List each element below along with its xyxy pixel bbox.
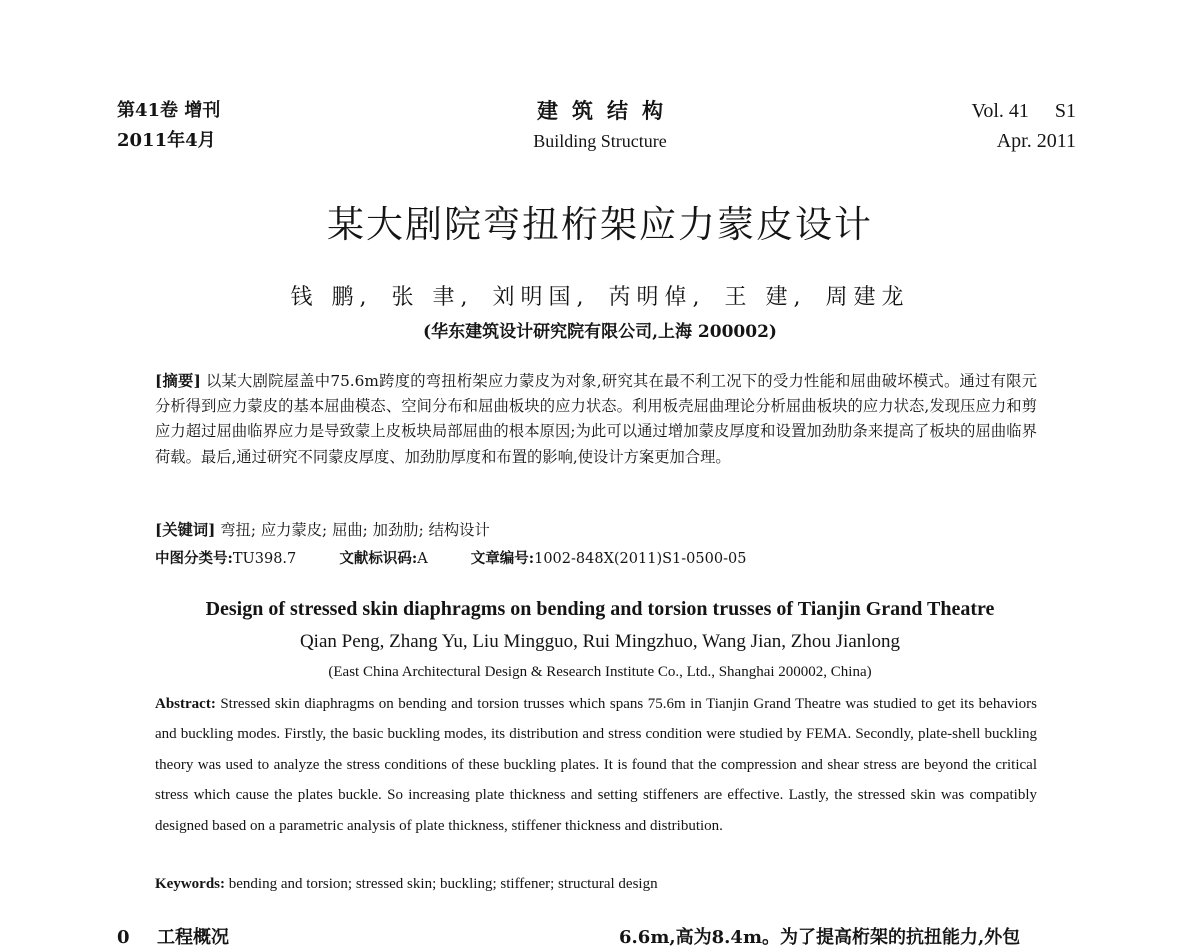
- doc-value: A: [417, 551, 428, 567]
- abstract-en-label: Abstract:: [155, 696, 216, 712]
- abstract-en: [155, 689, 1037, 841]
- journal-header-center: [430, 96, 770, 156]
- article-value: 1002-848X(2011)S1-0500-05: [534, 551, 747, 567]
- keywords-en: [155, 871, 658, 897]
- keywords-cn-label: [关键词]: [155, 521, 216, 539]
- date-en: Apr. 2011: [996, 130, 1076, 152]
- date-cn: 2011年4月: [117, 130, 216, 151]
- authors-en: Qian Peng, Zhang Yu, Liu Mingguo, Rui Mingzhuo, Wang Jian, Zhou Jianlong: [299, 631, 901, 652]
- document-code: [339, 550, 427, 567]
- abstract-en-text: Stressed skin diaphragms on bending and torsion trusses which spans 75.6m in Tianjin Grand Theatre was studied to get its behaviors and buckling modes. Firstly, the basic buckling modes, its distribution and stress condition were studied by FEMA. Secondly, plate-shell buckling theory was used to analyze the stress conditions of these buckling plates. It is found that the compression and shear stress are beyond the critical stress which cause the plates buckle. So increasing plate thickness and setting stiffeners are effective. Lastly, the stressed skin was compatibly designed based on a parametric analysis of plate thickness, stiffener thickness and distribution.: [155, 696, 1037, 834]
- abstract-cn: [155, 369, 1037, 470]
- author-cn: 周建龙: [825, 285, 910, 310]
- author-cn: 张 聿,: [391, 285, 474, 310]
- author-cn: 钱 鹏,: [290, 285, 373, 310]
- journal-name-cn: 建筑结构: [537, 98, 677, 123]
- author-cn: 芮明倬,: [608, 285, 706, 310]
- classification-line: [155, 547, 784, 571]
- paper-title-cn: 某大剧院弯扭桁架应力蒙皮设计: [327, 203, 873, 246]
- clc-number: [155, 550, 296, 567]
- journal-header-right: [971, 96, 1076, 156]
- author-cn: 王 建,: [724, 285, 807, 310]
- journal-name-en: Building Structure: [533, 131, 667, 151]
- abstract-cn-label: [摘要]: [155, 372, 201, 390]
- paper-title-en: Design of stressed skin diaphragms on bending and torsion trusses of Tianjin Grand Theatre: [205, 598, 995, 620]
- abstract-cn-text: 以某大剧院屋盖中75.6m跨度的弯扭桁架应力蒙皮为对象,研究其在最不利工况下的受力性能和屈曲破坏模式。通过有限元分析得到应力蒙皮的基本屈曲模态、空间分布和屈曲板块的应力状态。利用板壳屈曲理论分析屈曲板块的应力状态,发现压应力和剪应力超过屈曲临界应力是导致蒙上皮板块局部屈曲的根本原因;为此可以通过增加蒙皮厚度和设置加劲肋条来提高了板块的屈曲临界荷载。最后,通过研究不同蒙皮厚度、加劲肋厚度和布置的影响,使设计方案更加合理。: [155, 372, 1037, 466]
- keywords-cn-text: 弯扭; 应力蒙皮; 屈曲; 加劲肋; 结构设计: [220, 521, 490, 539]
- volume-en-line: [971, 96, 1076, 126]
- keywords-en-label: Keywords:: [155, 876, 225, 892]
- article-label: 文章编号:: [470, 550, 535, 567]
- author-cn: 刘明国,: [492, 285, 590, 310]
- right-column-text: 6.6m,高为8.4m。为了提高桁架的抗扭能力,外包: [619, 927, 1021, 948]
- doc-label: 文献标识码:: [339, 550, 418, 567]
- keywords-en-text: bending and torsion; stressed skin; buckling; stiffener; structural design: [228, 876, 658, 892]
- affiliation-cn: (华东建筑设计研究院有限公司,上海 200002): [423, 322, 777, 342]
- volume-cn: 第41卷 增刊: [117, 100, 221, 121]
- affiliation-en: (East China Architectural Design & Research Institute Co., Ltd., Shanghai 200002, China): [328, 664, 872, 680]
- section-title: 工程概况: [157, 927, 229, 948]
- section-heading: [117, 924, 229, 952]
- clc-value: TU398.7: [232, 551, 297, 567]
- section-number: 0: [117, 927, 130, 948]
- keywords-cn: [155, 518, 490, 542]
- clc-label: 中图分类号:: [155, 550, 233, 567]
- journal-header-left: [117, 96, 220, 156]
- volume-en: Vol. 41: [971, 100, 1029, 122]
- authors-cn: [0, 282, 1200, 314]
- article-number: [471, 550, 747, 567]
- issue-en: S1: [1054, 100, 1076, 122]
